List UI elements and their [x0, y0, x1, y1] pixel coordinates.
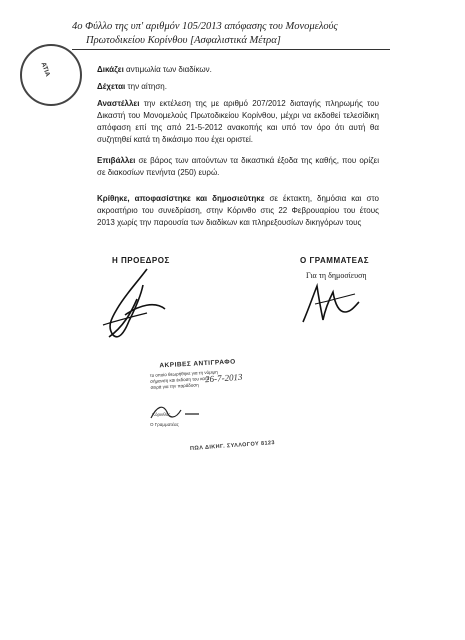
paragraph-4-keyword: Επιβάλλει	[97, 156, 136, 165]
paragraph-decision-3	[97, 98, 379, 146]
certified-stamp-line-2: σήμανση και έκδοση του κατά	[150, 375, 210, 384]
header-line-2: Πρωτοδικείου Κορίνθου [Ασφαλιστικά Μέτρα]	[86, 35, 281, 46]
paragraph-3-keyword: Αναστέλλει	[97, 99, 140, 108]
bar-association-stamp: ΠΩΛ ΔΙΚΗΓ. ΣΥΛΛΟΓΟΥ 8123	[189, 440, 276, 452]
certified-stamp-title: ΑΚΡΙΒΕΣ ΑΝΤΙΓΡΑΦΟ	[159, 358, 236, 370]
president-signature	[95, 265, 175, 345]
paragraph-5-text: σε έκτακτη, δημόσια και στο ακροατήριο του συνεδρίαση, στην Κόρινθο στις 22 Φεβρουαρίου του έτους 2013 χωρίς την παρουσία των διαδίκων και πληρεξουσίων δικηγόρων τους	[97, 194, 379, 227]
paragraph-decision-4	[97, 155, 379, 179]
header-line-1: 4ο Φύλλο της υπ' αριθμόν 105/2013 απόφασης του Μονομελούς	[72, 21, 338, 32]
paragraph-2-text: την αίτηση.	[125, 82, 167, 91]
paragraph-5-keyword: Κρίθηκε, αποφασίστηκε και δημοσιεύτηκε	[97, 194, 265, 203]
certified-stamp-line-3: σειρά για την παράδοση	[150, 382, 199, 390]
round-stamp-text: ΑΤΙΑ	[39, 61, 52, 78]
paragraph-decision-5	[97, 193, 379, 229]
certified-stamp-secretary: Ο Γραμματέας	[150, 422, 179, 427]
signature-subtitle-secretary: Για τη δημοσίευση	[306, 271, 367, 280]
paragraph-2-keyword: Δέχεται	[97, 82, 126, 91]
paragraph-4-text: σε βάρος των αιτούντων τα δικαστικά έξοδα της καθής, που ορίζει σε διακοσίων πενήντα (250) ευρώ.	[97, 156, 379, 177]
header-underline	[72, 49, 390, 50]
signature-title-secretary: Ο ΓΡΑΜΜΑΤΕΑΣ	[300, 256, 370, 265]
paragraph-1-keyword: Δικάζει	[97, 65, 124, 74]
certified-stamp-date: 26-7-2013	[204, 371, 243, 385]
certified-stamp-city: Κόρινθος	[152, 412, 171, 417]
paragraph-decision-2	[97, 81, 167, 93]
paragraph-1-text: αντιμωλία των διαδίκων.	[123, 65, 212, 74]
paragraph-3-text: την εκτέλεση της με αριθμό 207/2012 διαταγής πληρωμής του Δικαστή του Μονομελούς Πρωτοδικείου Κορίνθου, μέχρι να εκδοθεί τελεσίδικη απόφαση επί της από 21-5-2012 ανακοπής και υπό τον όρο ότι αυτή θα συζητηθεί κατά τη δικάσιμο που έχει οριστεί.	[97, 99, 379, 144]
paragraph-decision-1	[97, 64, 212, 76]
page-header	[72, 20, 402, 50]
secretary-signature	[295, 282, 365, 326]
signature-title-president: Η ΠΡΟΕΔΡΟΣ	[112, 256, 170, 265]
certified-stamp-line-1: το οποίο θεωρήθηκε για τη νόμιμη	[149, 369, 218, 378]
